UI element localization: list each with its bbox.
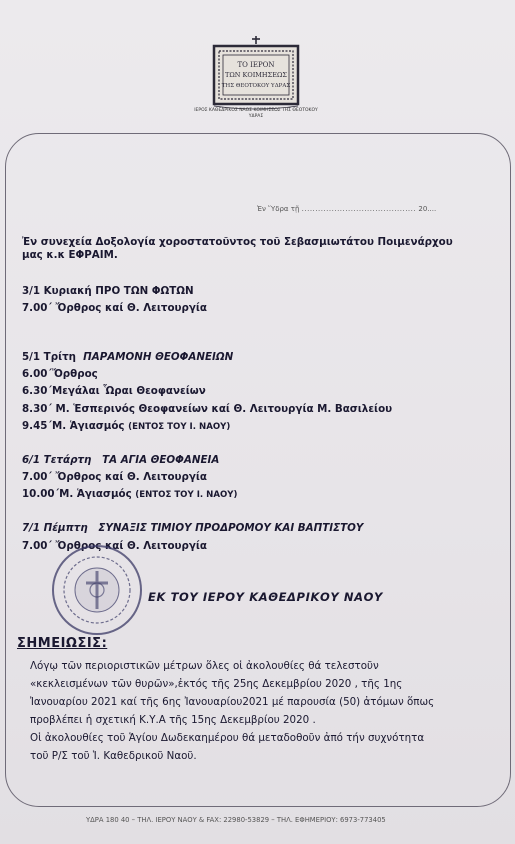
event-jan5-service-4-main: 9.45΄Μ. Ἁγιασμός [22, 420, 125, 432]
note-line-3: Ἰανουαρίου 2021 καί τῆς 6ης Ἰανουαρίου2021 μέ παρουσία (50) ἀτόμων ὅπως [30, 696, 435, 708]
event-jan6-service-2-note: (ΕΝΤΟΣ ΤΟΥ Ι. ΝΑΟΥ) [135, 490, 238, 500]
event-jan6-service-1: 7.00΄ Ὄρθρος καί Θ. Λειτουργία [22, 471, 207, 483]
event-jan5-service-4-note: (ΕΝΤΟΣ ΤΟΥ Ι. ΝΑΟΥ) [128, 422, 231, 432]
event-jan6-feast: ΤΑ ΑΓΙΑ ΘΕΟΦΑΝΕΙΑ [102, 454, 220, 466]
event-jan5-day: 5/1 Τρίτη [22, 351, 76, 363]
note-line-5: Οἱ ἀκολουθίες τοῦ Ἁγίου Δωδεκαημέρου θά μεταδοθοῦν ἀπό τήν συχνότητα [30, 732, 425, 744]
notes-heading: ΣΗΜΕΙΩΣΙΣ: [17, 636, 108, 651]
event-jan7-feast: ΣΥΝΑΞΙΣ ΤΙΜΙΟΥ ΠΡΟΔΡΟΜΟΥ ΚΑΙ ΒΑΠΤΙΣΤΟΥ [98, 522, 364, 534]
note-line-4: προβλέπει ἡ σχετική Κ.Υ.Α τῆς 15ης Δεκεμβρίου 2020 . [30, 714, 316, 726]
event-jan5-service-4 [22, 420, 230, 434]
event-jan7-day: 7/1 Πέμπτη [22, 522, 88, 534]
event-jan6-service-2-main: 10.00΄Μ. Ἁγιασμός [22, 488, 132, 500]
intro-line-2: μας κ.κ ΕΦΡΑΙΜ. [22, 249, 118, 261]
event-jan5-feast: ΠΑΡΑΜΟΝΗ ΘΕΟΦΑΝΕΙΩΝ [83, 351, 234, 363]
emblem-caption: ΙΕΡΟΣ ΚΑΘΕΔΡΙΚΟΣ ΝΑΟΣ ΚΟΙΜΗΣΕΩΣ ΤΗΣ ΘΕΟΤΟΚΟΥ ΥΔΡΑΣ [194, 108, 318, 119]
emblem-line-3: ΤΗΣ ΘΕΟΤΟΚΟΥ ΥΔΡΑΣ [221, 83, 291, 89]
date-line [257, 205, 436, 213]
issuing-office: ΕΚ ΤΟΥ ΙΕΡΟΥ ΚΑΘΕΔΡΙΚΟΥ ΝΑΟΥ [148, 590, 383, 604]
event-jan5-service-2: 6.30΄Μεγάλαι Ὧραι Θεοφανείων [22, 385, 206, 397]
event-jan3-service-1: 7.00΄ Ὄρθρος καί Θ. Λειτουργία [22, 302, 207, 314]
date-suffix: 20.... [418, 205, 437, 213]
note-line-2: «κεκλεισμένων τῶν θυρῶν»,ἐκτός τῆς 25ης Δεκεμβρίου 2020 , τῆς 1ης [30, 678, 403, 690]
note-line-1: Λόγῳ τῶν περιοριστικῶν μέτρων ὅλες οἱ ἀκολουθίες θά τελεστοῦν [30, 660, 379, 672]
church-seal-stamp [50, 543, 145, 638]
event-jan6-day: 6/1 Τετάρτη [22, 454, 92, 466]
event-jan7-title [22, 522, 363, 535]
note-line-6: τοῦ Ρ/Σ τοῦ Ἱ. Καθεδρικοῦ Ναοῦ. [30, 750, 197, 762]
intro-line-1: Ἐν συνεχεία Δοξολογία χοροστατοῦντος τοῦ Σεβασμιωτάτου Ποιμενάρχου [22, 236, 453, 248]
event-jan3-title: 3/1 Κυριακή ΠΡΟ ΤΩΝ ΦΩΤΩΝ [22, 285, 194, 297]
date-dots: .......................................... [301, 205, 417, 213]
cathedral-emblem-logo [208, 36, 304, 114]
emblem-line-2: ΤΩΝ ΚΟΙΜΗΣΕΩΣ [225, 71, 287, 79]
event-jan5-service-3: 8.30΄ Μ. Ἑσπερινός Θεοφανείων καί Θ. Λειτουργία Μ. Βασιλείου [22, 403, 393, 415]
date-prefix: Ἐν Ὕδρα τῇ [257, 205, 300, 213]
event-jan7-service-1: 7.00΄ Ὄρθρος καί Θ. Λειτουργία [22, 540, 207, 552]
footer-contact: ΥΔΡΑ 180 40 – ΤΗΛ. ΙΕΡΟΥ ΝΑΟΥ & FAX: 22980-53829 – ΤΗΛ. ΕΦΗΜΕΡΙΟΥ: 6973-773405 [86, 816, 386, 824]
event-jan5-title [22, 351, 233, 364]
event-jan6-title [22, 454, 219, 467]
event-jan6-service-2 [22, 488, 237, 502]
emblem-line-1: ΤΟ ΙΕΡΟΝ [237, 61, 275, 69]
event-jan5-service-1: 6.00΄Ὄρθρος [22, 368, 98, 380]
